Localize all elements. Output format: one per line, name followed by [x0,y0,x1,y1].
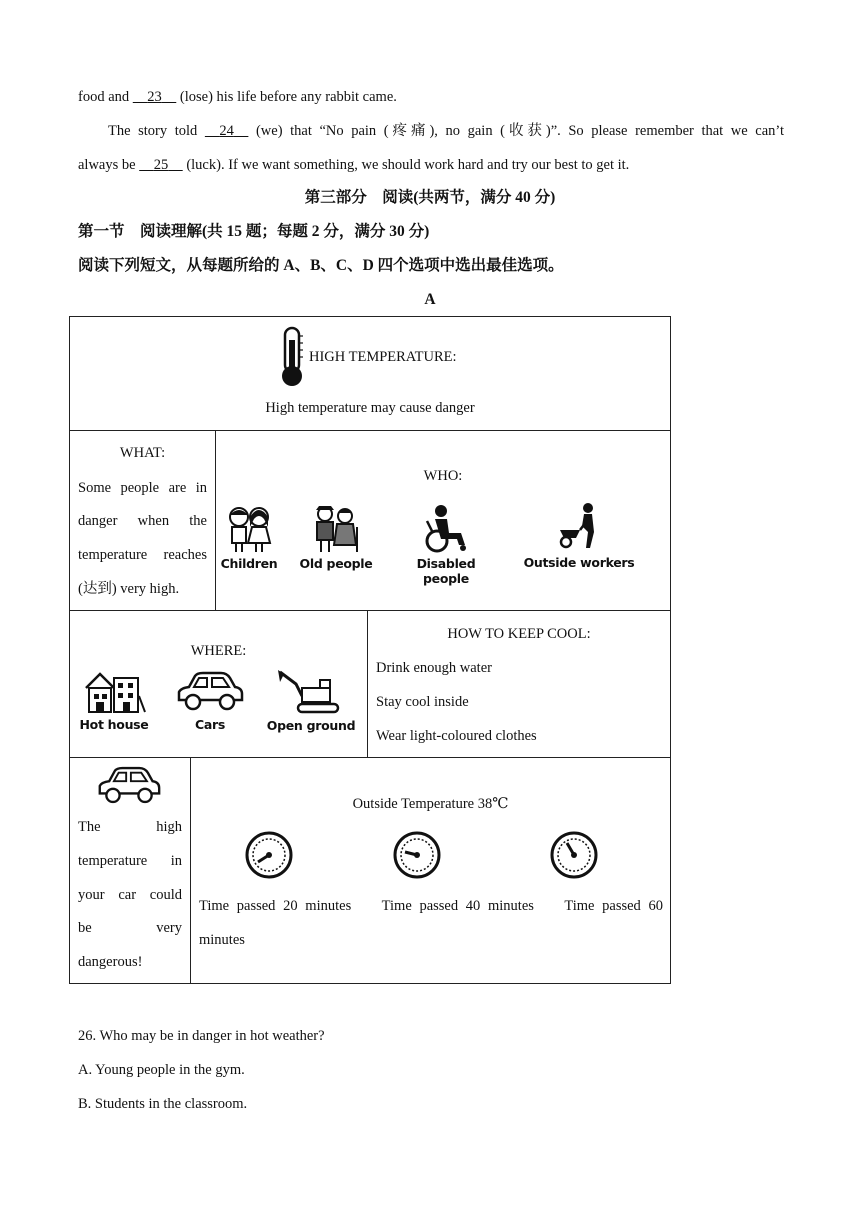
car-thermometer-gauge-icon [549,830,599,880]
question-stem: 26. Who may be in danger in hot weather? [78,1028,325,1044]
poster-subheading: High temperature may cause danger [265,400,475,416]
where-title: WHERE: [190,643,247,659]
poster-heading: HIGH TEMPERATURE: [309,349,457,365]
blank-number: 23 [147,89,162,105]
children-icon [224,505,274,553]
section-title: 第一节 阅读理解(共 15 题；每题 2 分，满分 30 分) [78,223,430,240]
text: (luck). If we want something, we should work hard and try our best to get it. [182,157,630,173]
where-label-hot-house: Hot house [79,717,149,732]
cool-item: Drink enough water [376,660,492,676]
blank-number: 25 [153,157,169,173]
who-label-children: Children [220,556,278,571]
blank-number: 24 [219,123,234,139]
car-warning-line: be very [78,920,182,936]
text: The story told [108,123,205,139]
text: (lose) his life before any rabbit came. [176,89,397,105]
option-b: B. Students in the classroom. [78,1096,248,1112]
what-line: Some people are in [78,480,207,496]
blank-24 [205,121,249,141]
car-warning-line: The high [78,819,182,835]
what-title: WHAT: [119,445,166,461]
car-icon [175,670,245,712]
where-label-open-ground: Open ground [266,718,356,733]
instruction: 阅读下列短文，从每题所给的 A、B、C、D 四个选项中选出最佳选项。 [78,257,564,274]
text: (we) that “No pain (疼痛), no gain (收获)”. So please remember that we can’t [248,123,784,139]
what-line: danger when the [78,513,207,529]
who-label-old-people: Old people [299,556,373,571]
passage-label: A [424,291,436,308]
outside-worker-icon [556,502,604,550]
text-line-2 [108,121,784,141]
excavator-icon [276,670,342,714]
cool-item: Stay cool inside [376,694,469,710]
who-title: WHO: [423,468,463,484]
time-passed-line: minutes [199,932,245,948]
cool-item: Wear light-coloured clothes [376,728,537,744]
thermometer-icon [278,326,306,388]
outside-temperature: Outside Temperature 38℃ [352,796,509,812]
hot-house-icon [84,670,146,714]
wheelchair-icon [417,503,473,553]
car-warning-line: your car could [78,887,182,903]
where-label-cars: Cars [194,717,225,732]
blank-25 [139,155,183,175]
text-line-3 [78,155,784,175]
part-title: 第三部分 阅读(共两节，满分 40 分) [304,189,556,206]
text: food and [78,89,133,105]
cool-title: HOW TO KEEP COOL: [447,626,591,642]
car-warning-line: temperature in [78,853,182,869]
text-line-1 [78,87,784,107]
old-people-icon [311,503,359,553]
who-label-outside-workers: Outside workers [523,555,635,570]
car-warning-line: dangerous! [78,954,143,970]
car-thermometer-gauge-icon [392,830,442,880]
car-thermometer-gauge-icon [244,830,294,880]
who-label-disabled-people: Disabled people [416,556,476,586]
text: always be [78,157,140,173]
what-line: (达到) very high. [78,581,180,597]
what-line: temperature reaches [78,547,207,563]
blank-23 [133,87,177,107]
car-icon [96,764,162,806]
time-passed-line: Time passed 20 minutes Time passed 40 minutes Time passed 60 [199,898,663,914]
option-a: A. Young people in the gym. [78,1062,245,1078]
